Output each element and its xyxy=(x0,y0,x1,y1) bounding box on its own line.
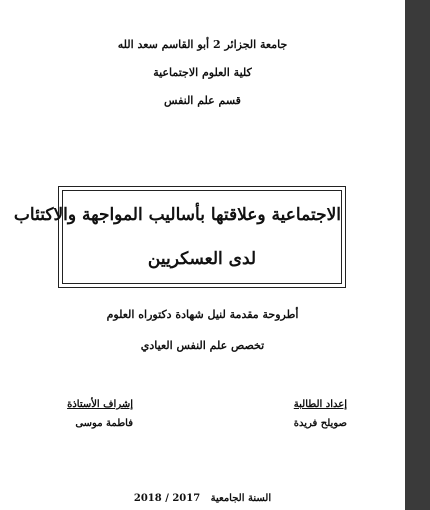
supervisor-label: إشراف الأستاذة xyxy=(67,399,133,410)
university-name: جامعة الجزائر 2 أبو القاسم سعد الله xyxy=(117,38,288,51)
thesis-specialty: تخصص علم النفس العيادي xyxy=(140,339,265,352)
faculty-name: كلية العلوم الاجتماعية xyxy=(153,66,252,79)
viewer-scrollbar[interactable] xyxy=(405,0,430,510)
academic-year-label: السنة الجامعية xyxy=(210,493,272,504)
student-label: إعداد الطالبة xyxy=(293,399,347,410)
thesis-title: الاجتماعية وعلاقتها بأساليب المواجهة والاكتئاب xyxy=(13,205,341,225)
student-block xyxy=(294,399,347,429)
title-frame-inner xyxy=(13,190,342,284)
department-name: قسم علم النفس xyxy=(164,94,241,107)
title-frame xyxy=(13,186,346,288)
thesis-subtitle: لدى العسكريين xyxy=(147,249,257,269)
academic-year xyxy=(0,493,405,504)
student-name: صويلح فريدة xyxy=(293,418,347,429)
supervisor-name: فاطمة موسى xyxy=(75,418,133,429)
academic-year-value: 2018 / 2017 xyxy=(133,493,201,504)
supervisor-block xyxy=(67,399,133,429)
thesis-description: أطروحة مقدمة لنيل شهادة دكتوراه العلوم xyxy=(106,308,299,321)
